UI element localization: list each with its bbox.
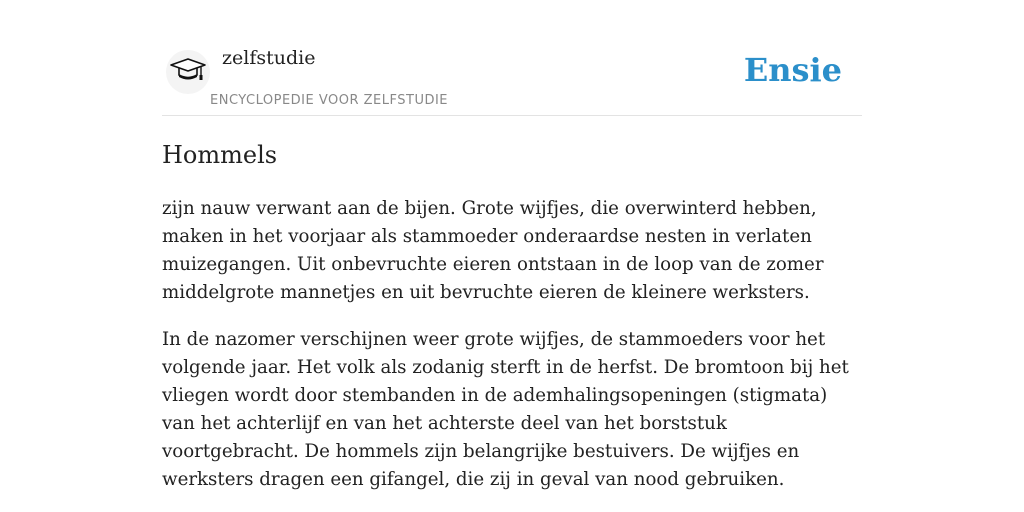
article-title: Hommels — [162, 141, 278, 169]
site-logo[interactable] — [166, 50, 210, 94]
site-header — [162, 38, 862, 116]
brand-logo[interactable]: Ensie — [743, 51, 842, 89]
article-paragraph: In de nazomer verschijnen weer grote wijfjes, de stammoeders voor het volgende jaar. Het volk als zodanig sterft in de herfst. De bromtoon bij het vliegen wordt door stembanden in de ademhalingsopeningen (stigmata) van het achterlijf en van het achterste deel van het borststuk voortgebracht. De hommels zijn belangrijke bestuivers. De wijfjes en werksters dragen een gifangel, die zij in geval van nood gebruiken. — [162, 329, 849, 490]
site-name[interactable]: zelfstudie — [222, 47, 316, 69]
article-paragraph: zijn nauw verwant aan de bijen. Grote wijfjes, die overwinterd hebben, maken in het voorjaar als stammoeder onderaardse nesten in verlaten muizegangen. Uit onbevruchte eieren ontstaan in de loop van de zomer middelgrote mannetjes en uit bevruchte eieren de kleinere werksters. — [162, 198, 824, 303]
site-tagline: ENCYCLOPEDIE VOOR ZELFSTUDIE — [210, 93, 449, 108]
article — [162, 136, 862, 494]
graduation-cap-icon — [168, 56, 208, 86]
